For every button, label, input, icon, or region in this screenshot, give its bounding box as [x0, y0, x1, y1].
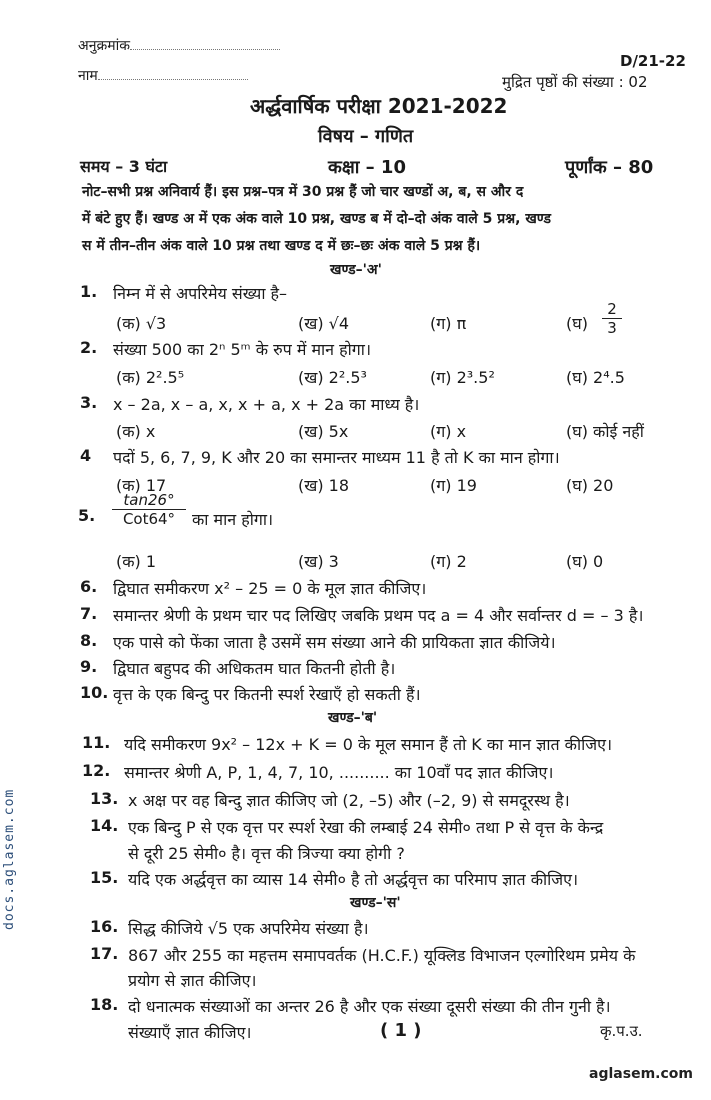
option-b: (ख) 3 [298, 552, 339, 571]
option-d: (घ) 2⁴.5 [566, 368, 625, 387]
question-text: एक पासे को फेंका जाता है उसमें सम संख्या आने की प्रायिकता ज्ञात कीजिये। [113, 633, 556, 652]
question-text: यदि समीकरण 9x² – 12x + K = 0 के मूल समान हैं तो K का मान ज्ञात कीजिए। [124, 735, 613, 754]
section-a-heading: खण्ड–'अ' [330, 262, 382, 278]
question-text: पदों 5, 6, 7, 9, K और 20 का समान्तर माध्यम 11 है तो K का मान होगा। [113, 448, 560, 467]
question-text: समान्तर श्रेणी के प्रथम चार पद लिखिए जबकि प्रथम पद a = 4 और सर्वान्तर d = – 3 है। [113, 606, 644, 625]
option-c: (ग) 2³.5² [430, 368, 495, 387]
question-number: 14. [90, 816, 119, 835]
question-number: 2. [80, 338, 98, 357]
printed-pages: मुद्रित पृष्ठों की संख्या : 02 [502, 73, 648, 91]
paper-code: D/21-22 [620, 52, 686, 70]
section-c-heading: खण्ड–'स' [350, 895, 401, 911]
question-text-continued: प्रयोग से ज्ञात कीजिए। [128, 971, 257, 990]
option-d: (घ) 0 [566, 552, 604, 571]
question-number: 15. [90, 868, 119, 887]
question-number: 16. [90, 917, 119, 936]
question-number: 9. [80, 657, 98, 676]
fraction-denominator: 3 [602, 318, 622, 337]
option-d-fraction [602, 300, 622, 337]
option-b: (ख) 18 [298, 476, 350, 495]
instruction-line: में बंटे हुए हैं। खण्ड अ में एक अंक वाले 10 प्रश्न, खण्ड ब में दो–दो अंक वाले 5 प्रश्न, खण्ड [82, 211, 551, 227]
question-number: 13. [90, 789, 119, 808]
option-a: (क) √3 [116, 314, 167, 333]
option-c: (ग) 2 [430, 552, 467, 571]
option-b: (ख) 2².5³ [298, 368, 367, 387]
question-number: 18. [90, 995, 119, 1014]
fraction-numerator: 2 [607, 300, 617, 318]
option-a: (क) 1 [116, 552, 157, 571]
option-b: (ख) √4 [298, 314, 350, 333]
name-label: नाम [78, 66, 248, 85]
option-d: (घ) कोई नहीं [566, 422, 644, 441]
page-number: ( 1 ) [380, 1020, 422, 1041]
exam-time: समय – 3 घंटा [80, 157, 168, 176]
option-a: (क) 2².5⁵ [116, 368, 185, 387]
question-text: x अक्ष पर वह बिन्दु ज्ञात कीजिए जो (2, –5) और (–2, 9) से समदूरस्थ है। [128, 791, 570, 810]
instruction-line: स में तीन–तीन अंक वाले 10 प्रश्न तथा खण्ड द में छः–छः अंक वाले 5 प्रश्न हैं। [82, 238, 481, 254]
option-c: (ग) x [430, 422, 467, 441]
max-marks: पूर्णांक – 80 [565, 157, 654, 178]
question-text: x – 2a, x – a, x, x + a, x + 2a का माध्य है। [113, 395, 420, 414]
question-text: निम्न में से अपरिमेय संख्या है– [113, 284, 288, 303]
question-number: 5. [78, 506, 96, 525]
question-text: यदि एक अर्द्धवृत्त का व्यास 14 सेमी० है तो अर्द्धवृत्त का परिमाप ज्ञात कीजिए। [128, 870, 579, 889]
question-number: 7. [80, 604, 98, 623]
option-c: (ग) 19 [430, 476, 477, 495]
question-text: वृत्त के एक बिन्दु पर कितनी स्पर्श रेखाएँ हो सकती हैं। [113, 685, 421, 704]
question-text: द्विघात बहुपद की अधिकतम घात कितनी होती है। [113, 659, 396, 678]
question-number: 11. [82, 733, 111, 752]
option-a: (क) x [116, 422, 156, 441]
question-text: का मान होगा। [192, 510, 274, 529]
fraction-numerator: tan26° [123, 491, 175, 509]
side-watermark: docs.aglasem.com [2, 788, 17, 930]
question-number: 8. [80, 631, 98, 650]
q5-fraction [112, 491, 186, 528]
question-text: समान्तर श्रेणी A, P, 1, 4, 7, 10, .......... का 10वाँ पद ज्ञात कीजिए। [124, 763, 554, 782]
question-number: 17. [90, 944, 119, 963]
question-number: 4 [80, 446, 92, 465]
question-text-continued: संख्याएँ ज्ञात कीजिए। [128, 1023, 252, 1042]
question-number: 10. [80, 683, 109, 702]
question-text: दो धनात्मक संख्याओं का अन्तर 26 है और एक संख्या दूसरी संख्या की तीन गुनी है। [128, 997, 611, 1016]
site-footer: aglasem.com [589, 1066, 693, 1082]
please-turn-over: कृ.प.उ. [600, 1022, 643, 1040]
option-c: (ग) π [430, 314, 467, 333]
question-number: 6. [80, 577, 98, 596]
subject-title: विषय – गणित [318, 126, 414, 147]
option-b: (ख) 5x [298, 422, 349, 441]
question-number: 12. [82, 761, 111, 780]
question-text: सिद्ध कीजिये √5 एक अपरिमेय संख्या है। [128, 919, 369, 938]
question-text-continued: से दूरी 25 सेमी० है। वृत्त की त्रिज्या क्या होगी ? [128, 844, 405, 863]
exam-title: अर्द्धवार्षिक परीक्षा 2021-2022 [250, 94, 508, 118]
class-label: कक्षा – 10 [328, 157, 406, 178]
option-d: (घ) [566, 314, 588, 333]
question-text: 867 और 255 का महत्तम समापवर्तक (H.C.F.) यूक्लिड विभाजन एल्गोरिथम प्रमेय के [128, 946, 636, 965]
question-number: 3. [80, 393, 98, 412]
question-number: 1. [80, 282, 98, 301]
option-a: (क) 17 [116, 476, 167, 495]
roll-number-label: अनुक्रमांक [78, 36, 280, 55]
fraction-denominator: Cot64° [112, 509, 186, 528]
section-b-heading: खण्ड–'ब' [328, 710, 378, 726]
instruction-line: नोट–सभी प्रश्न अनिवार्य हैं। इस प्रश्न–पत्र में 30 प्रश्न हैं जो चार खण्डों अ, ब, स और द [82, 184, 524, 200]
question-text: द्विघात समीकरण x² – 25 = 0 के मूल ज्ञात कीजिए। [113, 579, 427, 598]
question-text: संख्या 500 का 2ⁿ 5ᵐ के रुप में मान होगा। [113, 340, 372, 359]
option-d: (घ) 20 [566, 476, 614, 495]
question-text: एक बिन्दु P से एक वृत्त पर स्पर्श रेखा की लम्बाई 24 सेमी० तथा P से वृत्त के केन्द्र [128, 818, 604, 837]
